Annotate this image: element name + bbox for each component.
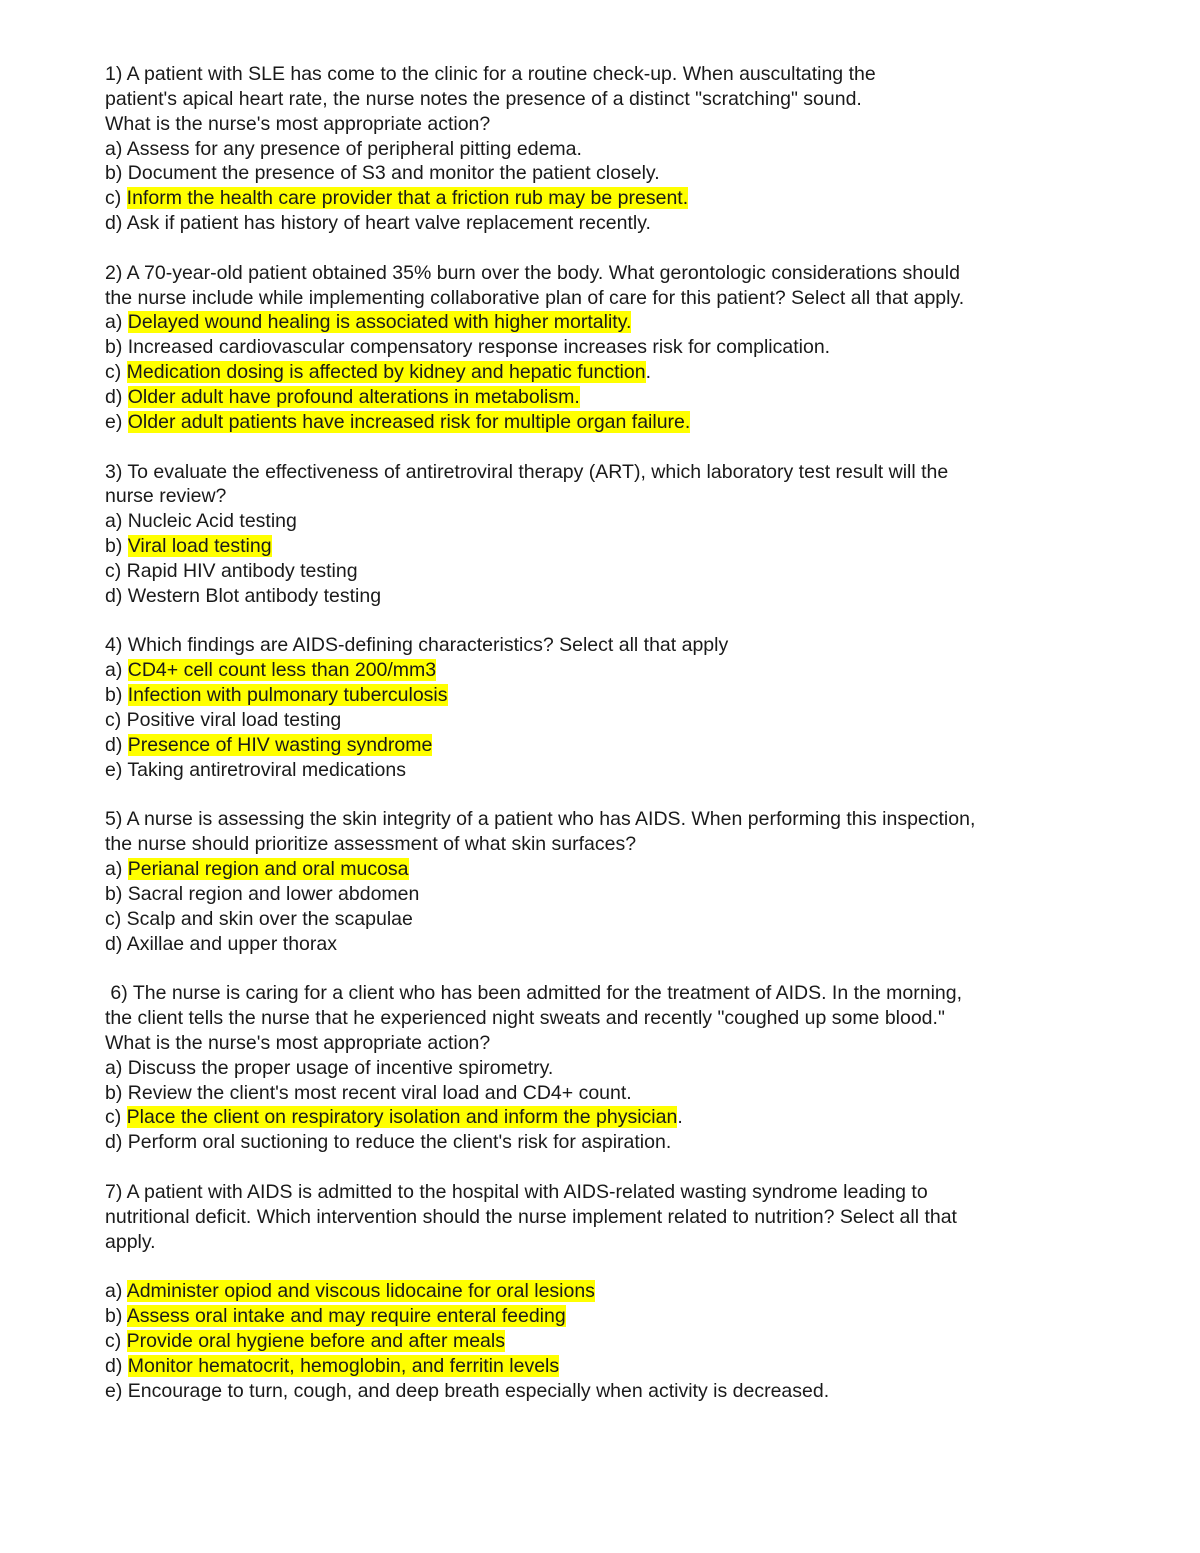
answer-option [105,907,1105,932]
answer-option [105,1379,1105,1404]
answer-option [105,683,1105,708]
option-text: Axillae and upper thorax [126,932,337,955]
option-text: Positive viral load testing [126,708,342,731]
question-stem-line: 5) A nurse is assessing the skin integrity of a patient who has AIDS. When performing this inspection, [105,808,976,831]
spacer [105,1155,1105,1180]
option-text: Taking antiretroviral medications [127,758,406,781]
question-stem-line: apply. [105,1230,156,1253]
answer-option [105,186,1105,211]
answer-option [105,758,1105,783]
question-stem-line: the nurse include while implementing collaborative plan of care for this patient? Select all that apply. [105,286,965,309]
option-letter: b) [105,162,128,185]
highlighted-correct-answer: Administer opiod and viscous lidocaine for oral lesions [126,1280,595,1303]
answer-option [105,882,1105,907]
question-block [105,261,1105,460]
option-letter: e) [105,1379,128,1402]
answer-option [105,857,1105,882]
option-letter: c) [105,187,127,210]
spacer [105,435,1105,460]
highlighted-correct-answer: Presence of HIV wasting syndrome [127,733,433,756]
question-stem-line: What is the nurse's most appropriate action? [105,112,491,135]
option-letter: e) [105,758,128,781]
question-block [105,633,1105,807]
highlighted-correct-answer: CD4+ cell count less than 200/mm3 [127,659,437,682]
answer-option [105,1354,1105,1379]
answer-option [105,137,1105,162]
option-letter: c) [105,1330,127,1353]
option-letter: c) [105,1106,127,1129]
option-letter: a) [105,137,127,160]
highlighted-correct-answer: Perianal region and oral mucosa [127,858,409,880]
option-text: Western Blot antibody testing [127,584,382,607]
answer-option [105,708,1105,733]
answer-option [105,1105,1105,1130]
answer-option [105,310,1105,335]
spacer [105,782,1105,807]
highlighted-correct-answer: Provide oral hygiene before and after meals [126,1330,505,1353]
option-letter: a) [105,510,128,533]
option-letter: d) [105,385,128,408]
option-suffix: . [645,361,651,384]
spacer [105,236,1105,261]
option-text: Sacral region and lower abdomen [127,882,420,905]
option-letter: d) [105,1131,128,1154]
option-text: Discuss the proper usage of incentive spirometry. [127,1056,554,1079]
highlighted-correct-answer: Place the client on respiratory isolation and inform the physician [126,1106,678,1129]
question-stem-line: 4) Which findings are AIDS-defining characteristics? Select all that apply [105,634,729,657]
spacer [105,609,1105,634]
answer-option [105,534,1105,559]
option-letter: b) [105,1081,128,1104]
option-letter: e) [105,410,128,433]
question-block [105,62,1105,261]
answer-option [105,584,1105,609]
option-letter: a) [105,659,128,682]
answer-option [105,932,1105,957]
answer-option [105,335,1105,360]
question-stem-line: nurse review? [105,485,227,508]
answer-option [105,733,1105,758]
highlighted-correct-answer: Viral load testing [127,535,272,558]
question-stem-line: the client tells the nurse that he experienced night sweats and recently "coughed up some blood." [105,1007,945,1030]
option-text: Assess for any presence of peripheral pitting edema. [126,137,582,160]
highlighted-correct-answer: Older adult have profound alterations in metabolism. [127,385,580,408]
answer-option [105,360,1105,385]
question-block [105,981,1105,1180]
option-letter: b) [105,684,128,707]
answer-option [105,211,1105,236]
question-stem-line: patient's apical heart rate, the nurse notes the presence of a distinct "scratching" sound. [105,87,862,110]
option-text: Document the presence of S3 and monitor the patient closely. [127,162,660,185]
question-block [105,1180,1105,1404]
question-stem-line: nutritional deficit. Which intervention should the nurse implement related to nutrition? Select all that [105,1205,957,1228]
question-stem-line: What is the nurse's most appropriate action? [105,1031,491,1054]
spacer [105,956,1105,981]
highlighted-correct-answer: Older adult patients have increased risk for multiple organ failure. [127,410,691,433]
option-suffix: . [677,1106,683,1129]
option-letter: b) [105,1305,127,1328]
answer-option [105,161,1105,186]
option-text: Perform oral suctioning to reduce the client's risk for aspiration. [127,1131,672,1154]
highlighted-correct-answer: Monitor hematocrit, hemoglobin, and ferritin levels [127,1354,560,1377]
option-letter: a) [105,858,128,880]
answer-option [105,1279,1105,1304]
answer-option [105,410,1105,435]
answer-option [105,1081,1105,1106]
question-list [105,62,1105,1404]
answer-option [105,1130,1105,1155]
option-letter: b) [105,535,128,558]
highlighted-correct-answer: Delayed wound healing is associated with higher mortality. [127,311,632,334]
option-letter: b) [105,336,128,359]
option-text: Review the client's most recent viral load and CD4+ count. [127,1081,632,1104]
question-stem-line: 2) A 70-year-old patient obtained 35% burn over the body. What gerontologic considerations should [105,261,960,284]
question-stem-line: 1) A patient with SLE has come to the clinic for a routine check-up. When auscultating the [105,63,876,85]
option-text: Increased cardiovascular compensatory response increases risk for complication. [127,336,831,359]
answer-option [105,658,1105,683]
option-letter: d) [105,212,127,235]
answer-option [105,559,1105,584]
question-stem-line: the nurse should prioritize assessment of what skin surfaces? [105,833,637,856]
question-block [105,460,1105,634]
question-stem-line: 7) A patient with AIDS is admitted to the hospital with AIDS-related wasting syndrome leading to [105,1180,928,1203]
highlighted-correct-answer: Assess oral intake and may require enteral feeding [126,1305,566,1328]
answer-option [105,509,1105,534]
highlighted-correct-answer: Infection with pulmonary tuberculosis [127,684,448,707]
option-text: Encourage to turn, cough, and deep breath especially when activity is decreased. [127,1379,830,1402]
option-letter: a) [105,1056,128,1079]
option-letter: a) [105,1280,127,1303]
option-letter: c) [105,708,127,731]
answer-option [105,385,1105,410]
option-letter: d) [105,584,128,607]
option-letter: a) [105,311,128,334]
option-letter: c) [105,559,127,582]
option-letter: d) [105,1354,128,1377]
question-block [105,807,1105,981]
spacer [105,1255,1105,1280]
option-letter: d) [105,733,128,756]
highlighted-correct-answer: Medication dosing is affected by kidney and hepatic function [126,361,646,384]
option-text: Rapid HIV antibody testing [126,559,358,582]
answer-option [105,1304,1105,1329]
question-stem-line: 6) The nurse is caring for a client who has been admitted for the treatment of AIDS. In the morning, [105,982,963,1005]
option-letter: b) [105,882,128,905]
answer-option [105,1329,1105,1354]
option-letter: c) [105,907,127,930]
option-text: Nucleic Acid testing [127,510,297,533]
option-letter: d) [105,932,127,955]
question-stem-line: 3) To evaluate the effectiveness of antiretroviral therapy (ART), which laboratory test result will the [105,460,949,483]
highlighted-correct-answer: Inform the health care provider that a friction rub may be present. [126,187,689,210]
answer-option [105,1056,1105,1081]
option-text: Ask if patient has history of heart valve replacement recently. [126,212,651,235]
option-letter: c) [105,361,127,384]
option-text: Scalp and skin over the scapulae [126,907,413,930]
